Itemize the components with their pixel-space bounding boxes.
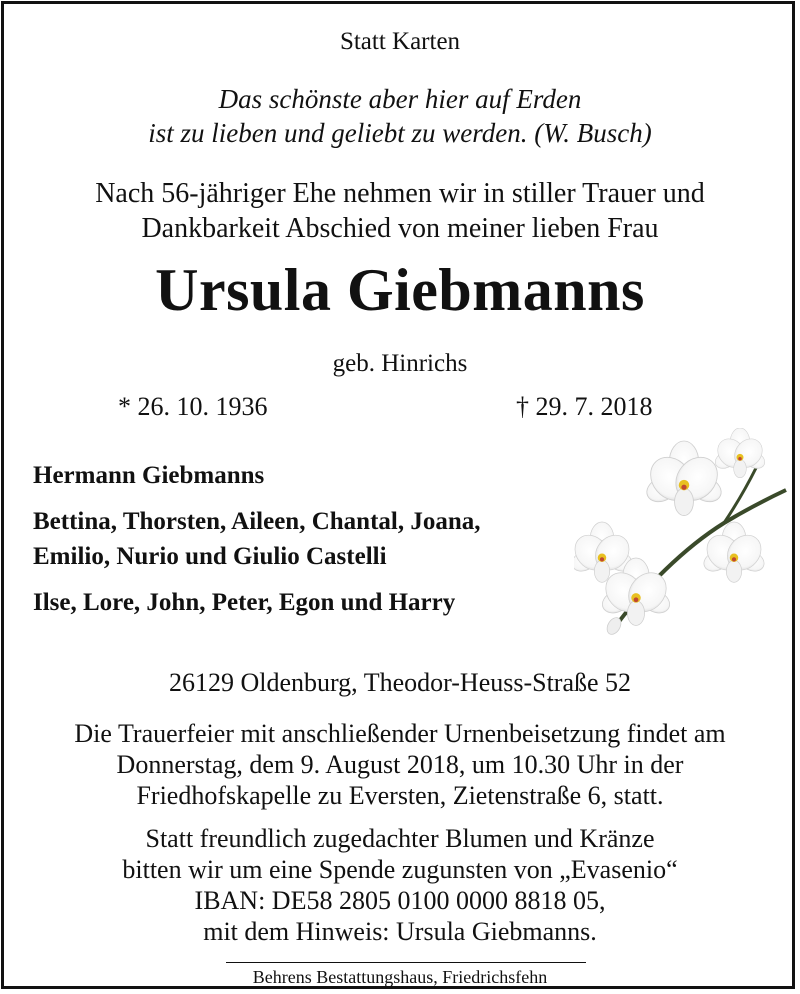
- service-line: Die Trauerfeier mit anschließender Urnenbeisetzung findet am: [74, 719, 726, 748]
- service-info: [0, 718, 800, 811]
- mourner-siblings: Ilse, Lore, John, Peter, Egon und Harry: [33, 589, 456, 616]
- death-date: † 29. 7. 2018: [516, 392, 653, 421]
- notice-heading: Statt Karten: [339, 28, 461, 55]
- footer-divider: [226, 962, 586, 963]
- donation-line: bitten wir um eine Spende zugunsten von „Evasenio“: [122, 855, 678, 884]
- quote-line: Das schönste aber hier auf Erden: [218, 84, 582, 114]
- quote: [0, 82, 800, 150]
- mourner-line: Bettina, Thorsten, Aileen, Chantal, Joana,: [33, 508, 481, 535]
- mourner-children: [33, 504, 481, 574]
- deceased-name: Ursula Giebmanns: [155, 257, 645, 323]
- intro-line: Nach 56-jähriger Ehe nehmen wir in stiller Trauer und: [95, 178, 705, 209]
- service-line: Friedhofskapelle zu Eversten, Zietenstraße 6, statt.: [136, 781, 664, 810]
- undertaker-credit: Behrens Bestattungshaus, Friedrichsfehn: [252, 967, 548, 987]
- donation-line: IBAN: DE58 2805 0100 0000 8818 05,: [194, 886, 606, 915]
- quote-line: ist zu lieben und geliebt zu werden. (W. Busch): [148, 118, 652, 148]
- birth-date: * 26. 10. 1936: [118, 392, 268, 421]
- donation-line: Statt freundlich zugedachter Blumen und Kränze: [145, 824, 655, 853]
- orchid-image: [574, 428, 788, 642]
- intro-line: Dankbarkeit Abschied von meiner lieben Frau: [141, 213, 659, 244]
- service-line: Donnerstag, dem 9. August 2018, um 10.30 Uhr in der: [116, 750, 684, 779]
- family-address: 26129 Oldenburg, Theodor-Heuss-Straße 52: [168, 668, 632, 697]
- mourner-line: Emilio, Nurio und Giulio Castelli: [33, 543, 387, 570]
- birth-name: geb. Hinrichs: [332, 350, 468, 377]
- intro-text: [0, 176, 800, 246]
- mourners-list: [33, 458, 481, 631]
- donation-info: [0, 823, 800, 947]
- mourner-spouse: Hermann Giebmanns: [33, 462, 265, 489]
- donation-line: mit dem Hinweis: Ursula Giebmanns.: [203, 917, 597, 946]
